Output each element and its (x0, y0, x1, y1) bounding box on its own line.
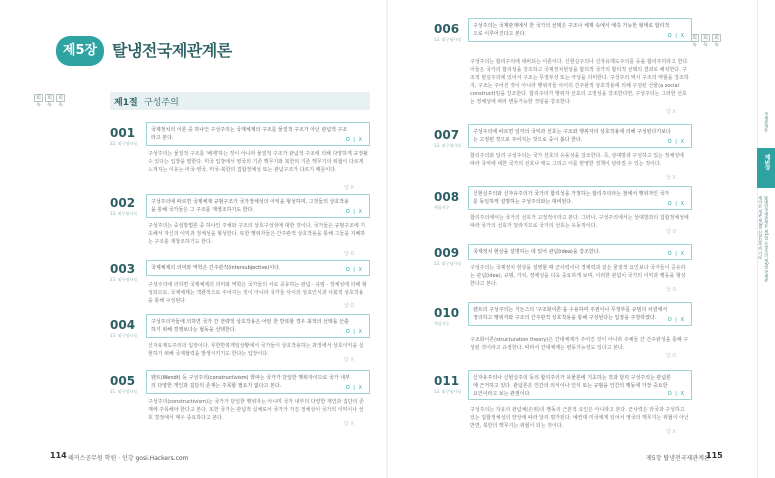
question-number: 010 (434, 306, 460, 320)
question-source: 13. 외무영사직 (110, 211, 137, 216)
right-page (388, 0, 775, 478)
ox-choice[interactable]: O | X (345, 137, 363, 143)
answer-explanation: 구성주의는 물질적 구조를 '배제'하는 것이 아니라 물질적 구조가 관념적 구조에 의해 다양하게 규정될 수 있다는 입장을 말한다. 미국 입장에서 영국의 기존 핵무기와 북한의 기존 핵무기의 위협이 다르게 느껴지는 이유는 미국-영국, 미국-북한의 집합정체성 또는 관념구조가 다르기 때문이다. (148, 151, 368, 173)
question-number: 005 (110, 374, 136, 388)
answer-key: 답 O (344, 251, 355, 257)
answer-explanation: 구성주의는 중심방법론 중 하나인 주체와 구조의 상호구성성에 대한 것이다. 국가들은 규범구조에 기초해서 자신의 이익과 정체성을 형성한다. 또한 행위자들은 간주관적 상호작용을 통해 그들을 지배하는 구조를 재창조하기도 한다. (148, 223, 366, 245)
question-source: 13. 외무영사직 (110, 333, 137, 338)
answer-key: 답 X (666, 109, 676, 115)
chapter-subtitle-tab: 탈냉전국제관계론 제1절 구성주의 제2절 국제관계이론 개관 제3절 신현실주의 기타 (758, 196, 769, 283)
review-checkbox[interactable]: 회독 (712, 34, 721, 42)
question-number: 001 (110, 126, 136, 140)
page-number: 115 (706, 451, 723, 460)
answer-key: 답 X (344, 357, 354, 363)
answer-key: 답 O (666, 287, 677, 293)
question-number: 009 (434, 246, 460, 260)
answer-explanation: 합리주의와 달리 구성주의는 국가 선호의 유동성을 강조한다. 즉, 상대방과 구성하고 있는 정체성에 따라 국익에 대한 국가의 선호나 태도 그리고 이를 반영한 정책이 달라질 수 있는 것이다. (470, 153, 684, 167)
ox-choice[interactable]: O | X (345, 329, 363, 335)
review-checkbox[interactable]: 회독 (701, 34, 710, 42)
ox-choice[interactable]: O | X (345, 209, 363, 215)
section-number: 제1절 (114, 98, 138, 108)
review-checkbox[interactable]: 회독 (56, 94, 65, 102)
question-box (468, 302, 692, 326)
question-box (146, 370, 370, 394)
question-stem: 국제정치의 이론 중 하나인 구성주의는 국제체제의 구조를 물질적 구조가 아닌 관념적 구조라고 본다. (151, 127, 348, 141)
left-page (0, 0, 387, 478)
ox-choice[interactable]: O | X (667, 139, 685, 145)
chapter-tab-active[interactable] (757, 148, 775, 188)
answer-key: 답 X (344, 421, 354, 427)
ox-choice[interactable]: O | X (667, 251, 685, 257)
question-source: 23. 외무영사직 (110, 277, 137, 282)
question-source: 13. 외무영사직 (434, 143, 461, 148)
chapter-badge: 제5장 (56, 36, 104, 66)
question-stem: 구성주의는 국제관계에서 한 국가의 선택은 구조나 체제 속에서 예측 가능한 형태로 합리적으로 이루어진다고 본다. (473, 23, 670, 37)
answer-key: 답 O (666, 353, 677, 359)
question-stem: 신현실주의와 신자유주의가 국가의 합리성을 가정하는 합리주의라는 점에서 행위자인 국가를 동일하게 설명하는 구성주의와는 대비된다. (473, 191, 670, 205)
question-stem: 신자유주의나 신현실주의 등의 합리주의가 유물론에 기초하는 것과 달리 구성주의는 관념론에 근거하고 있다. 관념론은 인간의 의식이나 인식 또는 규범을 인간의 행동에 가장 중요한 요인이라고 보는 관점이다. (473, 375, 671, 397)
ox-choice[interactable]: O | X (667, 33, 685, 39)
chapter-tab-label: 제5장 (763, 154, 770, 171)
question-number: 002 (110, 196, 136, 210)
review-checkbox[interactable]: 회독 (690, 34, 699, 42)
answer-explanation: 구성주의(constructivism)는 국가가 단일한 행위자는 아니며 국가 내부의 다양한 개인과 집단의 존재에 주목해야 한다고 본다. 또한 국가는 관념적 실체로서 국가가 가진 정체성이 국가의 이익이나 선호 결정에서 매우 중요하다고 본다. (148, 399, 364, 421)
answer-key: 답 O (666, 229, 677, 235)
answer-explanation: 합리주의에서는 국가의 선호가 고정적이라고 본다. 그러나, 구성주의에서는 상대방과의 집합정체성에 따라 국가의 선호가 달라지므로 국가의 선호는 유동적이다. (470, 215, 689, 229)
question-box (468, 244, 692, 260)
question-box (146, 194, 370, 218)
question-box (468, 124, 692, 148)
question-stem: 웬트(Wendt) 등 구성주의(constructivism) 학파는 국가가 단일한 행위자이므로 국가 내부의 다양한 개인과 집단의 존재는 주목할 필요가 없다고 본다. (151, 375, 350, 389)
question-box (468, 186, 692, 210)
question-source: 22. 외무영사직 (110, 141, 137, 146)
question-stem: 구성주의자들에 의하면 국가 간 전략적 상호작용은 어떤 한 반복할 경우 최적의 선택을 산출하기 위해 경쟁보다는 협동을 선택한다. (151, 319, 349, 333)
question-stem: 구성주의에 따르면 일각의 국익과 선호는 구조와 행위자의 상호작용에 의해 구성된다기보다는 고정된 것으로 주어지는 것으로 중시 봅다 한다. (473, 129, 671, 143)
question-stem: 구성주의에 따르면 국제체제 규범구조가 국가정체성의 이익을 형성하며, 그것들의 상호작용을 통해 국가들은 그 구조를 재생조하기도 한다. (151, 199, 349, 213)
question-number: 007 (434, 128, 460, 142)
question-box (468, 18, 692, 42)
page-number: 114 (50, 451, 67, 460)
ox-choice[interactable]: O | X (667, 391, 685, 397)
ox-choice[interactable]: O | X (345, 267, 363, 273)
footer-text: 제5장 탈냉전국제관계론 (646, 455, 710, 462)
question-number: 004 (110, 318, 136, 332)
footer-text: 해커스공무원 학원 · 인강 gosi.Hackers.com (68, 455, 189, 462)
question-stem: 웬트의 구성주의는 기든스의 '구조화이론'을 수용하여 주권이나 무정부를 규범의 차원에서 정의하고 행위자와 구조의 간주관적 상호작용을 통해 구성된다는 입장을 주장하였다. (473, 307, 668, 321)
question-source: 13. 외무영사직 (434, 389, 461, 394)
question-box (146, 314, 370, 338)
answer-key: 답 X (344, 185, 354, 191)
section-name: 구성주의 (144, 98, 179, 108)
ox-choice[interactable]: O | X (345, 385, 363, 391)
question-source: 13. 외무영사직 (434, 37, 461, 42)
question-box (146, 260, 370, 276)
question-source: 11. 외무영사직 (110, 389, 137, 394)
section-bar (110, 92, 370, 110)
question-source: 핵심지문 (434, 321, 450, 326)
chapter-title: 탈냉전국제관계론 (112, 41, 232, 60)
question-number: 011 (434, 374, 460, 388)
answer-explanation: 신자유제도주의의 입장이다. 무한반복게임상황에서 국가들이 상호작용하는 과정에서 상호이익을 실현하기 위해 국제협력을 발생시키기도 한다는 입장이다. (148, 343, 364, 357)
answer-explanation: 구조화이론(structuration theory)은 간대체계가 주어진 것이 아니라 주체들 간 간주관성을 통해 구성된 것이라고 규정한다. 따라서 간대체계는 변동가능성도 있다고 본다. (470, 337, 689, 351)
part-tab-label[interactable]: 국제관계론 (764, 112, 769, 132)
question-stem: 국제정치 현상을 설명하는 데 있어 관념(idea)을 강조한다. (473, 249, 601, 255)
answer-explanation: 구성주의는 국제정치 현상을 설명할 때 군사력이나 경제력과 같은 물질적 요인보다 국가들이 공유하는 관념(idea), 규범, 가치, 정체성을 더욱 중요하게 보며, 이러한 관념이 국가의 이익과 행동을 형성한다고 본다. (470, 265, 686, 287)
review-checkbox[interactable]: 회독 (34, 94, 43, 102)
answer-explanation: 구성주의에 의하면 국제체제의 의미와 역학은 국가들의 서로 공유하는 관념 · 규범 · 정체성에 의해 형성되므로, 국제체제는 객관적으로 주어지는 것이 아니라 국가들 사이의 상호인식과 사회적 상호작용을 통해 구성된다. (148, 282, 367, 304)
ox-choice[interactable]: O | X (667, 317, 685, 323)
answer-explanation: 구성주의는 자유의 관념체(손위)의 행동의 근본적 요인은 아니라고 본다. 군사력은 타국과 구성하고 있는 집합정체성의 양상에 따라 달리 평가된다. 예컨대 미국에게 있어서 영국의 핵무기는 위협이 아닌 반면, 북한의 핵무기는 위협이 되는 것이다. (470, 407, 689, 429)
answer-explanation: 구성주의는 합리주의에 대비되는 이론이다. 신현실주의나 신자유제도주의를 등을 합리주의라고 한다. 이들은 국가의 합리성을 강조하고 국제정치현상을 합리적 국가의 합리적 선택의 결과로 해석한다. 구조적 현실주의에 있어서 구조는 무정부성 또는 극성을 의미한다. 구성주의 역시 구조의 역할을 강조하지, 구조는 주어진 것이 아니라 행위자들 사이의 간주관적 상호작용에 의해 구성된 산물(a social construct)임을 강조한다. 합리주의가 행위자 선호의 고정성을 강조한다면, 구성주의는 그러한 선호는 정체성에 따라 변동가능한 것임을 강조한다. (470, 59, 689, 105)
answer-key: 답 X (666, 175, 676, 181)
review-checkboxes[interactable] (34, 94, 65, 108)
ox-choice[interactable]: O | X (667, 201, 685, 207)
answer-key: 답 O (344, 303, 355, 309)
question-source: 핵심지문 (434, 205, 450, 210)
review-checkbox[interactable]: 회독 (45, 94, 54, 102)
question-box (146, 122, 370, 146)
answer-key: 답 X (666, 429, 676, 435)
question-stem: 국제체제의 의미와 역학은 간주관적(intersubjective)이다. (151, 265, 281, 271)
review-checkboxes[interactable] (690, 34, 721, 48)
question-number: 003 (110, 262, 136, 276)
question-box (468, 370, 692, 400)
question-source: 23. 외무영사직 (434, 261, 461, 266)
question-number: 006 (434, 22, 460, 36)
question-number: 008 (434, 190, 460, 204)
